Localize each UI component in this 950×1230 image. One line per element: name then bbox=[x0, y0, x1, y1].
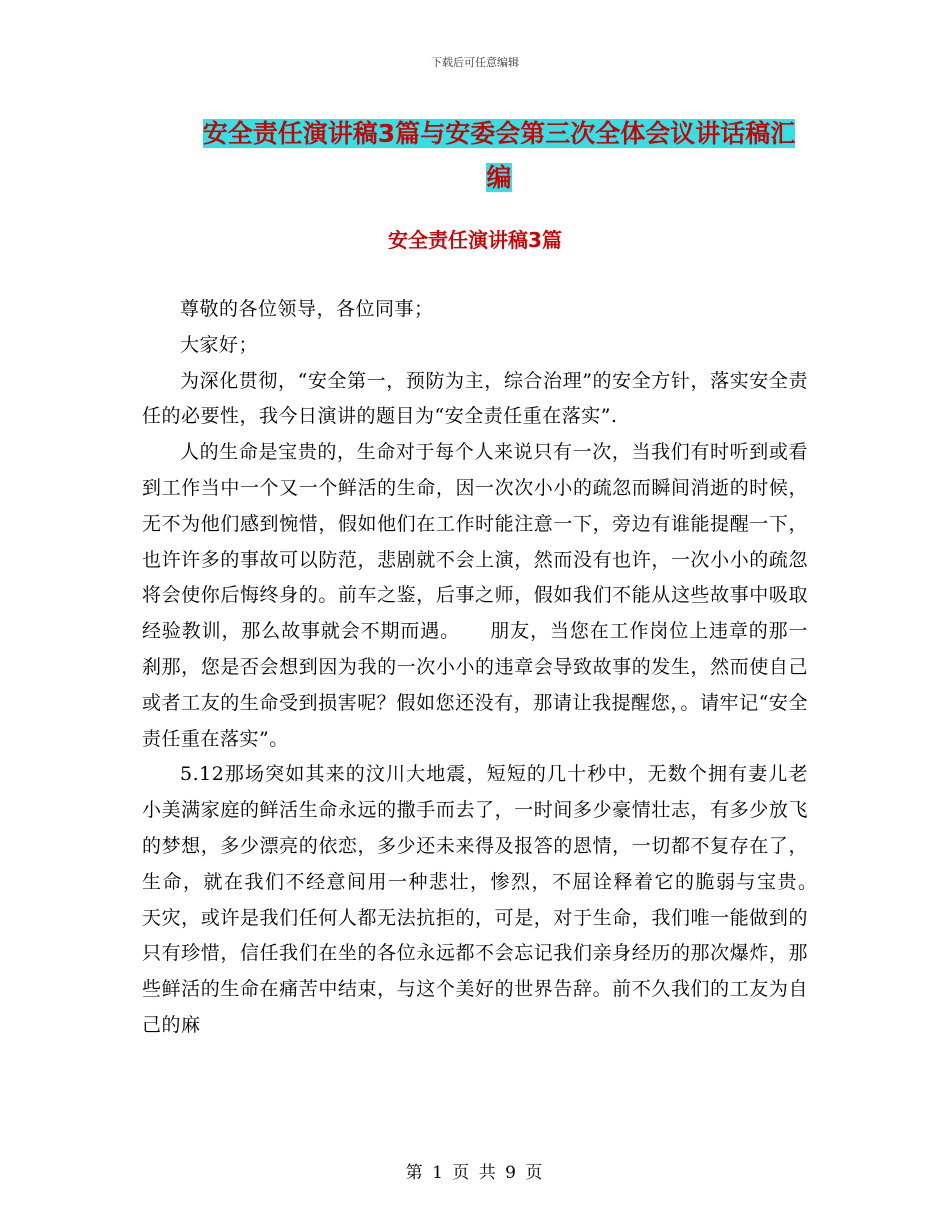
document-body bbox=[142, 292, 848, 1044]
document-title bbox=[196, 112, 802, 200]
paragraph: 大家好； bbox=[180, 333, 259, 356]
document-title-text: 安全责任演讲稿3篇与安委会第三次全体会议讲话稿汇编 bbox=[202, 119, 796, 192]
paragraph: 为深化贯彻，“安全第一，预防为主，综合治理”的安全方针，落实安全责任的必要性，我今日演讲的题目为“安全责任重在落实”. bbox=[142, 369, 808, 428]
page-footer: 第 1 页 共 9 页 bbox=[405, 1163, 545, 1183]
paragraph: 5.12那场突如其来的汶川大地震，短短的几十秒中，无数个拥有妻儿老小美满家庭的鲜活生命永远的撒手而去了，一时间多少豪情壮志，有多少放飞的梦想，多少漂亮的依恋，多少还未来得及报答的恩情，一切都不复存在了，生命，就在我们不经意间用一种悲壮，惨烈，不屈诠释着它的脆弱与宝贵。 天灾，或许是我们任何人都无法抗拒的，可是，对于生命，我们唯一能做到的只有珍惜，信任我们在坐的各位永远都不会忘记我们亲身经历的那次爆炸，那些鲜活的生命在痛苦中结束，与这个美好的世界告辞。前不久我们的工友为自己的麻 bbox=[142, 763, 848, 1036]
paragraph: 尊敬的各位领导，各位同事； bbox=[180, 298, 434, 320]
page-header: 下载后可任意编辑 bbox=[431, 56, 519, 69]
section-title: 安全责任演讲稿3篇 bbox=[388, 228, 562, 252]
paragraph: 人的生命是宝贵的，生命对于每个人来说只有一次，当我们有时听到或看到工作当中一个又一个鲜活的生命，因一次次小小的疏忽而瞬间消逝的时候，无不为他们感到惋惜，假如他们在工作时能注意一下，旁边有谁能提醒一下，也许许多的事故可以防范，悲剧就不会上演，然而没有也许，一次小小的疏忽将会使你后悔终身的。前车之鉴，后事之师，假如我们不能从这些故事中吸取经验教训，那么故事就会不期而遇。 朋友，当您在工作岗位上违章的那一刹那，您是否会想到因为我的一次小小的违章会导致故事的发生，然而使自己或者工友的生命受到损害呢？假如您还没有，那请让我提醒您，。请牢记“安全责任重在落实”。 bbox=[142, 441, 808, 750]
